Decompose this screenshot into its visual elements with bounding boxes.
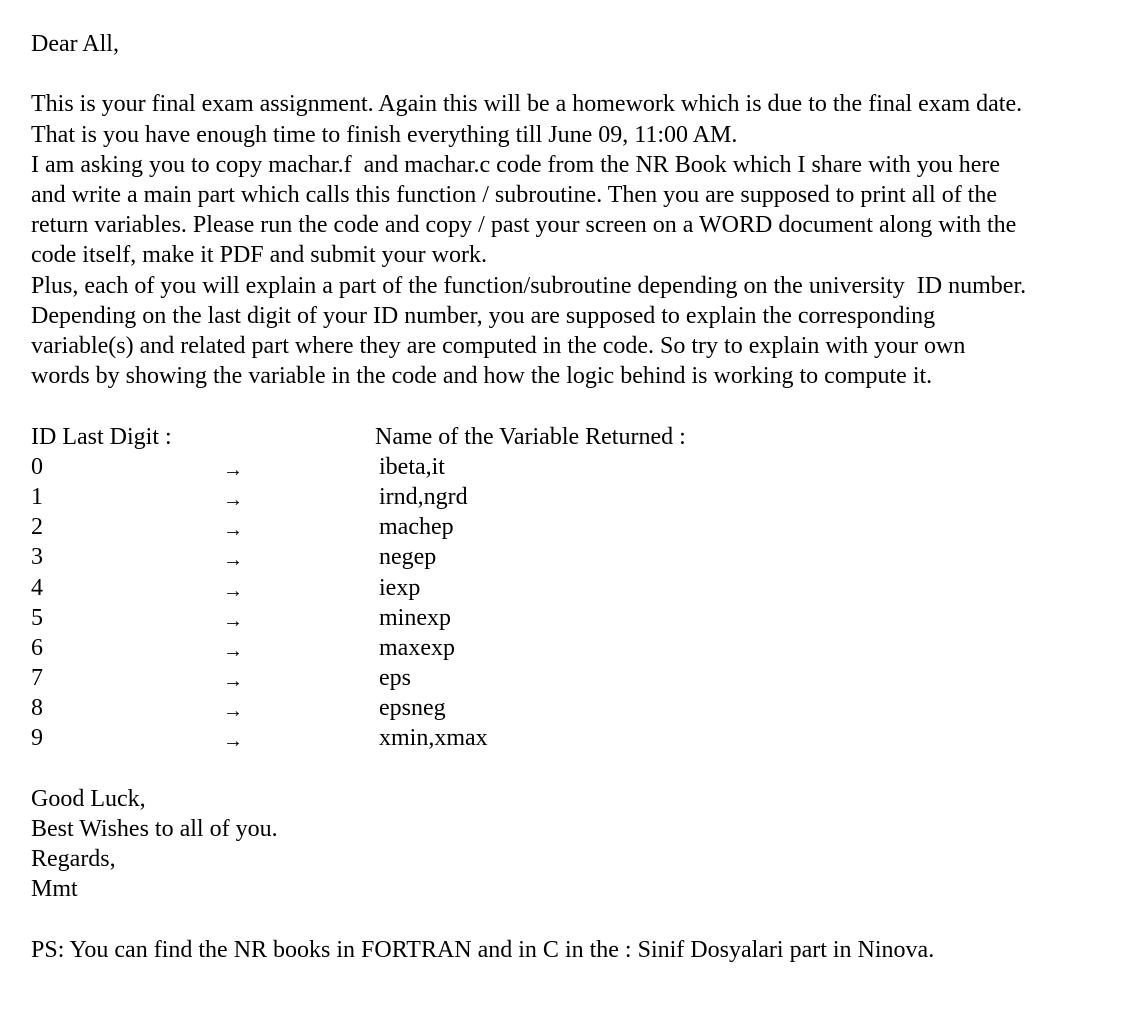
row-variable: irnd,ngrd [379, 483, 468, 510]
body-line: and write a main part which calls this function / subroutine. Then you are supposed to print all of the [31, 181, 997, 208]
blank-line [31, 59, 1131, 89]
body-line: I am asking you to copy machar.f and machar.c code from the NR Book which I share with you here [31, 151, 1001, 178]
right-arrow-icon: → [223, 609, 243, 632]
right-arrow-icon: → [223, 458, 243, 481]
row-variable: minexp [379, 604, 451, 631]
header-variable-name: Name of the Variable Returned : [375, 423, 686, 450]
body-line: return variables. Please run the code and copy / past your screen on a WORD document along with the [31, 212, 1017, 239]
row-digit: 6 [31, 634, 43, 661]
table-row [31, 542, 1131, 572]
closing-line: Good Luck, [31, 785, 146, 812]
table-row [31, 603, 1131, 633]
table-row [31, 723, 1131, 753]
postscript: PS: You can find the NR books in FORTRAN and in C in the : Sinif Dosyalari part in Ninova. [31, 936, 935, 963]
table-row [31, 482, 1131, 512]
body-line: That is you have enough time to finish everything till June 09, 11:00 AM. [31, 121, 738, 148]
table-row [31, 512, 1131, 542]
table-row [31, 663, 1131, 693]
body-line: words by showing the variable in the code and how the logic behind is working to compute it. [31, 363, 933, 390]
header-id-last-digit: ID Last Digit : [31, 423, 172, 450]
closing-line: Regards, [31, 846, 116, 873]
row-variable: negep [379, 544, 437, 571]
right-arrow-icon: → [223, 730, 243, 753]
row-variable: eps [379, 665, 411, 692]
table-row [31, 693, 1131, 723]
right-arrow-icon: → [223, 670, 243, 693]
right-arrow-icon: → [223, 700, 243, 723]
row-variable: maxexp [379, 634, 455, 661]
assignment-body [31, 89, 1131, 391]
blank-line [31, 754, 1131, 784]
body-line: variable(s) and related part where they are computed in the code. So try to explain with your own [31, 333, 966, 359]
row-digit: 1 [31, 483, 43, 510]
greeting: Dear All, [31, 31, 119, 57]
row-digit: 5 [31, 604, 43, 631]
right-arrow-icon: → [223, 639, 243, 662]
row-digit: 2 [31, 514, 43, 541]
closing-line: Best Wishes to all of you. [31, 816, 278, 843]
table-row [31, 452, 1131, 482]
email-document [31, 29, 1131, 965]
body-line: Depending on the last digit of your ID number, you are supposed to explain the corresponding [31, 302, 936, 329]
row-digit: 9 [31, 725, 43, 752]
row-digit: 4 [31, 574, 43, 601]
row-digit: 8 [31, 695, 43, 722]
row-digit: 7 [31, 665, 43, 692]
row-variable: epsneg [379, 695, 446, 722]
id-variable-table [31, 422, 1131, 754]
blank-line [31, 905, 1131, 935]
row-digit: 0 [31, 453, 43, 480]
table-header [31, 422, 1131, 452]
row-variable: iexp [379, 574, 421, 601]
right-arrow-icon: → [223, 519, 243, 542]
row-variable: machep [379, 514, 454, 541]
row-digit: 3 [31, 544, 43, 571]
signature: Mmt [31, 876, 78, 903]
right-arrow-icon: → [223, 549, 243, 572]
body-line: Plus, each of you will explain a part of the function/subroutine depending on the university ID number. [31, 272, 1027, 299]
table-row [31, 573, 1131, 603]
body-line: code itself, make it PDF and submit your work. [31, 242, 487, 269]
blank-line [31, 391, 1131, 421]
right-arrow-icon: → [223, 488, 243, 511]
row-variable: xmin,xmax [379, 725, 488, 752]
right-arrow-icon: → [223, 579, 243, 602]
body-line: This is your final exam assignment. Again this will be a homework which is due to the final exam date. [31, 91, 1023, 118]
closing [31, 784, 1131, 905]
table-row [31, 633, 1131, 663]
row-variable: ibeta,it [379, 453, 445, 480]
